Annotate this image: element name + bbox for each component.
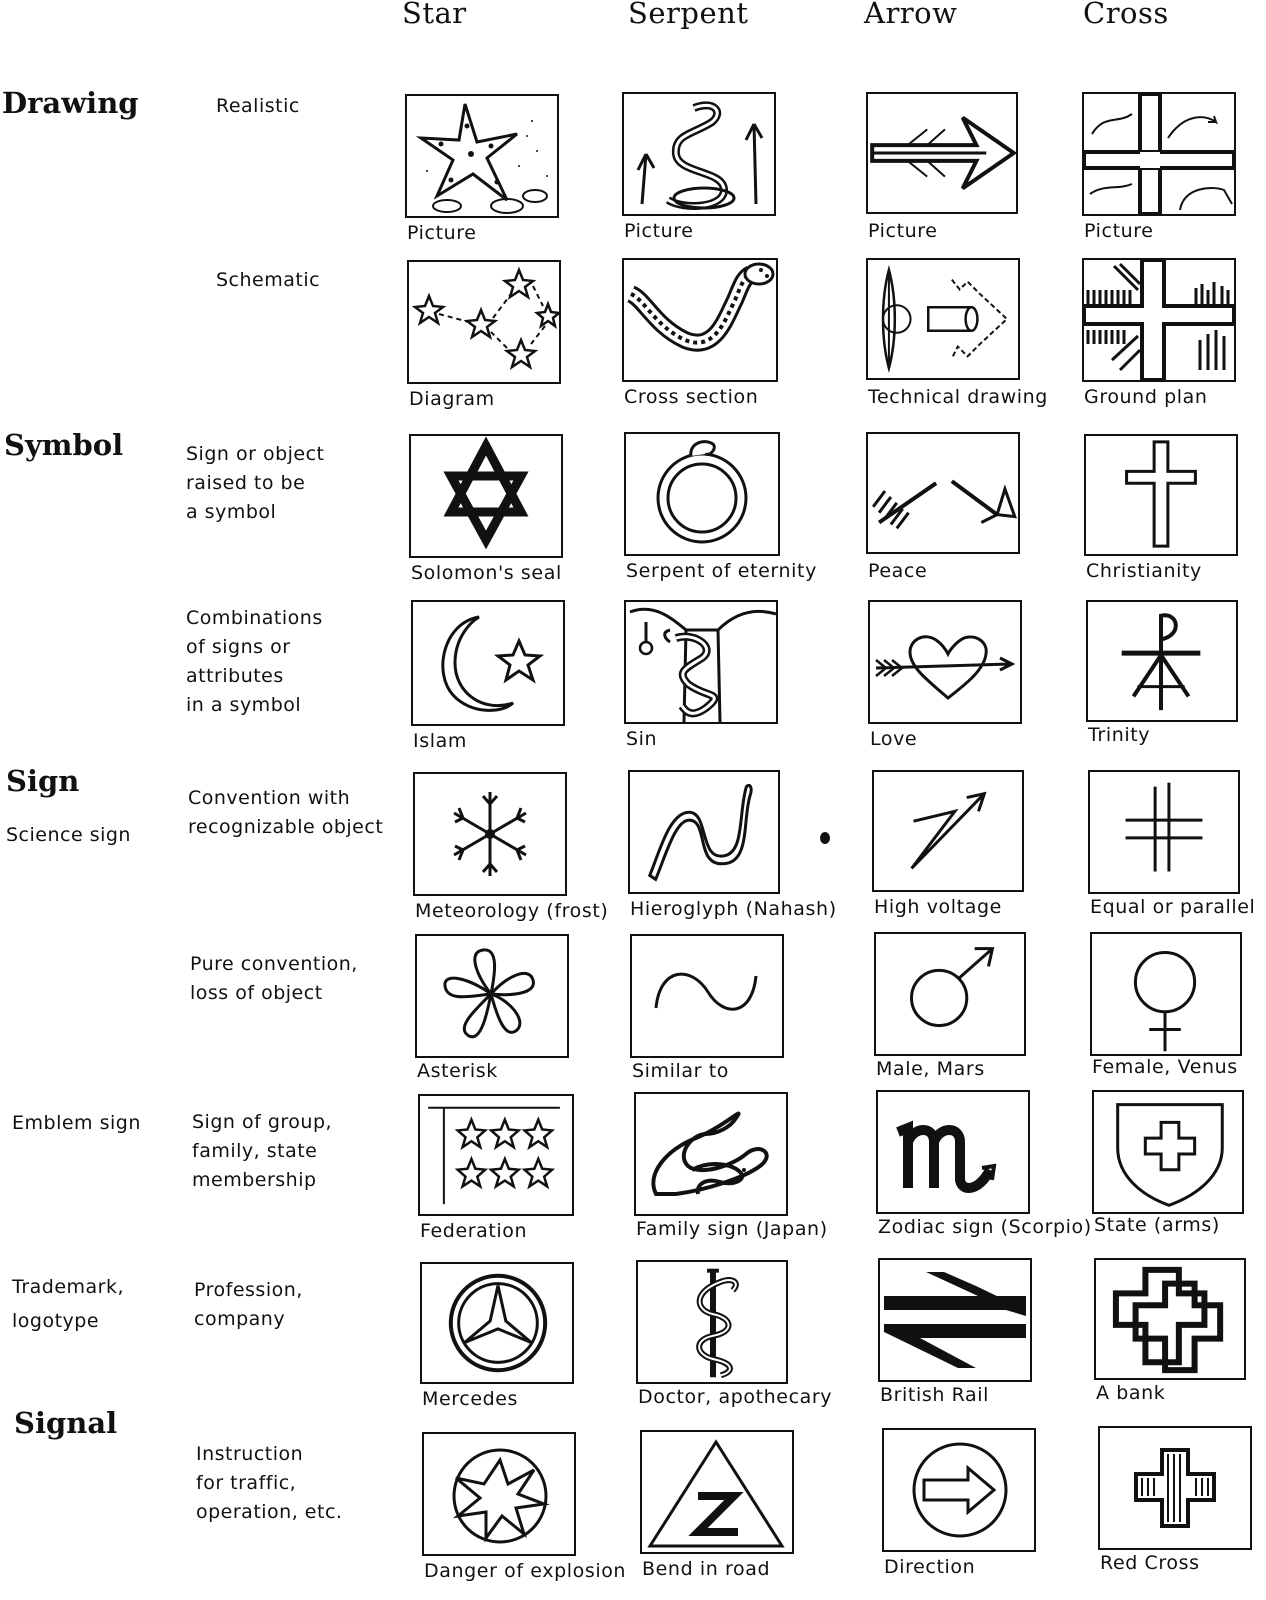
snake-picture-icon: [624, 94, 774, 214]
arrow-technical-drawing-icon: [868, 260, 1018, 378]
constellation-icon: [409, 262, 559, 382]
caption-cross-trinity: Trinity: [1088, 724, 1151, 746]
lightning-arrow-icon: [874, 772, 1022, 890]
caption-serpent-cross-section: Cross section: [624, 386, 759, 408]
caption-star-asterisk: Asterisk: [417, 1060, 498, 1082]
japanese-family-crest-icon: [636, 1094, 786, 1214]
category-symbol: Symbol: [4, 428, 124, 462]
caption-arrow-high-voltage: High voltage: [874, 896, 1002, 918]
male-symbol-icon: [876, 934, 1024, 1054]
chi-rho-icon: [1088, 602, 1236, 720]
arrow-picture-icon: [868, 94, 1016, 212]
crossroads-picture-icon: [1084, 94, 1234, 214]
caption-cross-ground-plan: Ground plan: [1084, 386, 1208, 408]
scorpio-sign-icon: [878, 1092, 1028, 1212]
column-header-serpent: Serpent: [628, 0, 749, 30]
row-desc-convention-object: Convention with recognizable object: [188, 787, 384, 838]
category-signal: Signal: [14, 1406, 118, 1440]
asterisk-flower-icon: [417, 936, 567, 1056]
interlocked-cross-icon: [1096, 1260, 1244, 1378]
serpent-tree-icon: [626, 602, 776, 722]
subcategory-emblem-sign: Emblem sign: [12, 1112, 141, 1134]
row-desc-pure-convention: Pure convention, loss of object: [190, 953, 358, 1004]
star-of-david-icon: [411, 436, 561, 556]
column-header-arrow: Arrow: [864, 0, 958, 30]
caption-arrow-technical: Technical drawing: [868, 386, 1048, 408]
caption-star-picture: Picture: [407, 222, 477, 244]
caption-serpent-bend: Bend in road: [642, 1558, 771, 1580]
swiss-shield-icon: [1094, 1092, 1242, 1212]
snake-cross-section-icon: [624, 260, 776, 380]
caption-arrow-direction: Direction: [884, 1556, 976, 1578]
column-header-cross: Cross: [1083, 0, 1169, 30]
caption-star-diagram: Diagram: [409, 388, 495, 410]
caption-serpent-similar: Similar to: [632, 1060, 729, 1082]
subcategory-logotype: logotype: [12, 1310, 100, 1332]
caption-serpent-picture: Picture: [624, 220, 694, 242]
federation-flag-icon: [420, 1096, 572, 1214]
caption-arrow-picture: Picture: [868, 220, 938, 242]
starfish-icon: [407, 96, 557, 216]
caption-arrow-scorpio: Zodiac sign (Scorpio): [878, 1216, 1092, 1238]
row-desc-realistic: Realistic: [216, 95, 300, 117]
ouroboros-icon: [626, 434, 778, 554]
column-header-star: Star: [402, 0, 467, 30]
red-cross-icon: [1100, 1428, 1250, 1548]
caption-cross-equal-parallel: Equal or parallel: [1090, 896, 1256, 918]
mercedes-star-icon: [422, 1264, 572, 1382]
caption-cross-christianity: Christianity: [1086, 560, 1202, 582]
caption-arrow-male: Male, Mars: [876, 1058, 985, 1080]
heart-arrow-icon: [870, 602, 1020, 722]
caption-serpent-eternity: Serpent of eternity: [626, 560, 817, 582]
latin-cross-icon: [1086, 436, 1236, 554]
subcategory-trademark: Trademark,: [12, 1276, 125, 1298]
equal-parallel-icon: [1090, 772, 1238, 892]
caption-star-mercedes: Mercedes: [422, 1388, 519, 1410]
rod-of-asclepius-icon: [638, 1262, 786, 1382]
caption-arrow-peace: Peace: [868, 560, 928, 582]
caption-cross-female: Female, Venus: [1092, 1056, 1238, 1078]
row-desc-profession: Profession, company: [194, 1279, 303, 1330]
caption-serpent-sin: Sin: [626, 728, 658, 750]
caption-serpent-doctor: Doctor, apothecary: [638, 1386, 833, 1408]
caption-serpent-family-sign: Family sign (Japan): [636, 1218, 828, 1240]
caption-star-frost: Meteorology (frost): [415, 900, 609, 922]
crescent-and-star-icon: [413, 602, 563, 724]
caption-star-federation: Federation: [420, 1220, 528, 1242]
subcategory-science-sign: Science sign: [6, 824, 131, 846]
caption-serpent-hieroglyph: Hieroglyph (Nahash): [630, 898, 837, 920]
category-drawing: Drawing: [2, 86, 139, 120]
row-desc-combinations: Combinations of signs or attributes in a symbol: [186, 607, 323, 716]
snowflake-icon: [415, 774, 565, 894]
hieroglyph-snake-icon: [630, 772, 778, 892]
caption-cross-picture: Picture: [1084, 220, 1154, 242]
tilde-icon: [632, 936, 782, 1056]
row-desc-group-membership: Sign of group, family, state membership: [192, 1111, 333, 1191]
bend-road-triangle-icon: [642, 1432, 792, 1552]
ink-blot: [820, 832, 830, 844]
caption-star-solomons-seal: Solomon's seal: [411, 562, 562, 584]
female-symbol-icon: [1092, 934, 1240, 1054]
caption-cross-red-cross: Red Cross: [1100, 1552, 1200, 1574]
explosion-warning-icon: [424, 1434, 574, 1554]
caption-cross-bank: A bank: [1096, 1382, 1166, 1404]
row-desc-instruction: Instruction for traffic, operation, etc.: [196, 1443, 343, 1523]
cross-ground-plan-icon: [1084, 260, 1234, 380]
caption-star-explosion: Danger of explosion: [424, 1560, 627, 1582]
british-rail-double-arrow-icon: [880, 1260, 1030, 1380]
row-desc-raised-symbol: Sign or object raised to be a symbol: [186, 443, 325, 523]
direction-arrow-sign-icon: [884, 1430, 1034, 1550]
caption-star-islam: Islam: [413, 730, 467, 752]
row-desc-schematic: Schematic: [216, 269, 321, 291]
caption-arrow-love: Love: [870, 728, 918, 750]
category-sign: Sign: [6, 764, 80, 798]
caption-cross-state-arms: State (arms): [1094, 1214, 1220, 1236]
caption-arrow-british-rail: British Rail: [880, 1384, 990, 1406]
broken-arrow-icon: [868, 434, 1018, 552]
